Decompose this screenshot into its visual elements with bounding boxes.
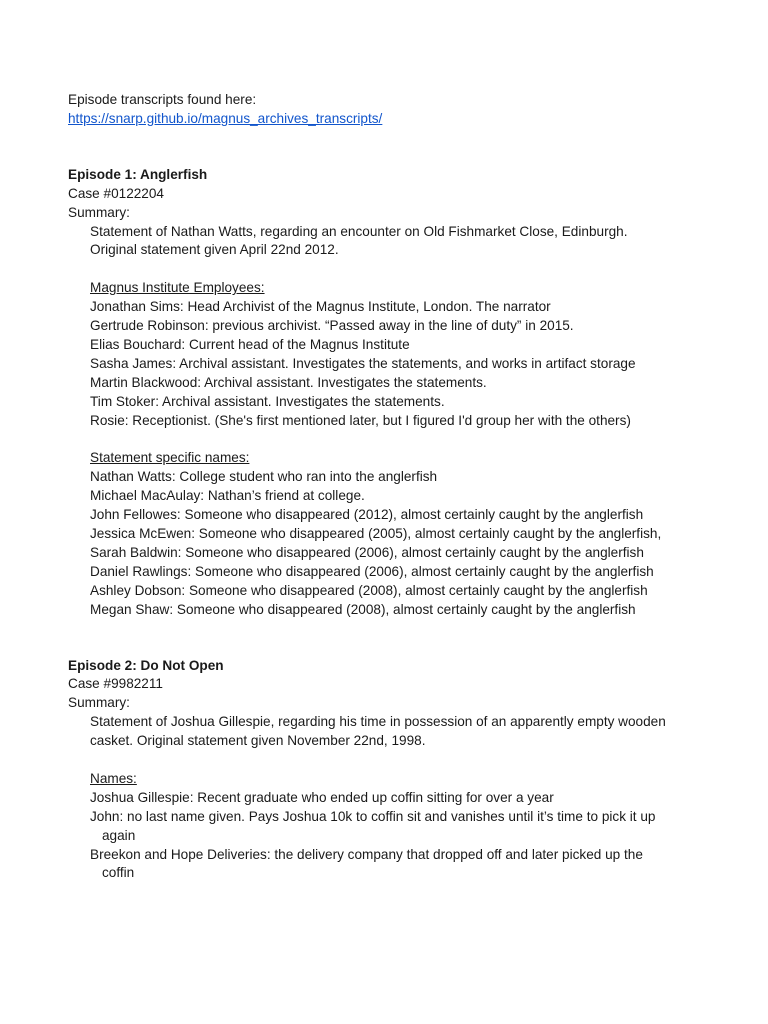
- employee-item: Gertrude Robinson: previous archivist. “Passed away in the line of duty” in 2015.: [90, 318, 574, 334]
- employee-item: Elias Bouchard: Current head of the Magnus Institute: [90, 336, 410, 352]
- name-item: Nathan Watts: College student who ran into the anglerfish: [90, 469, 438, 485]
- episode-2-section: [68, 657, 708, 884]
- name-item: Megan Shaw: Someone who disappeared (2008), almost certainly caught by the anglerfish: [90, 601, 636, 617]
- employee-item: Martin Blackwood: Archival assistant. Investigates the statements.: [90, 374, 487, 390]
- episode-1-title: Episode 1: Anglerfish: [68, 166, 208, 182]
- intro-label: Episode transcripts found here:: [68, 92, 257, 107]
- name-item: John: no last name given. Pays Joshua 10k to coffin sit and vanishes until it’s time to pick it up again: [90, 808, 656, 843]
- episode-2-summary-line: casket. Original statement given November 22nd, 1998.: [90, 733, 426, 749]
- episode-1-summary-line: Original statement given April 22nd 2012.: [90, 242, 339, 258]
- name-item: Jessica McEwen: Someone who disappeared (2005), almost certainly caught by the anglerfish,: [90, 526, 662, 541]
- episode-1-section: [68, 166, 708, 620]
- name-item: Michael MacAulay: Nathan’s friend at college.: [90, 488, 365, 504]
- transcripts-link[interactable]: https://snarp.github.io/magnus_archives_transcripts/: [68, 110, 383, 126]
- episode-1-summary-label: Summary:: [68, 204, 130, 220]
- episode-2-summary-line: Statement of Joshua Gillespie, regarding his time in possession of an apparently empty wooden: [90, 714, 666, 730]
- name-item: John Fellowes: Someone who disappeared (2012), almost certainly caught by the anglerfish: [90, 507, 644, 523]
- employee-item: Rosie: Receptionist. (She's first mentioned later, but I figured I'd group her with the others): [90, 412, 631, 428]
- name-item: Breekon and Hope Deliveries: the delivery company that dropped off and later picked up the coffin: [90, 846, 643, 881]
- name-item: Ashley Dobson: Someone who disappeared (2008), almost certainly caught by the anglerfish: [90, 582, 648, 598]
- episode-2-title: Episode 2: Do Not Open: [68, 657, 224, 673]
- employee-item: Tim Stoker: Archival assistant. Investigates the statements.: [90, 393, 445, 409]
- name-item: Daniel Rawlings: Someone who disappeared (2006), almost certainly caught by the anglerfish: [90, 563, 654, 579]
- episode-1-case: Case #0122204: [68, 185, 164, 201]
- episode-2-case: Case #9982211: [68, 676, 163, 692]
- name-item: Joshua Gillespie: Recent graduate who ended up coffin sitting for over a year: [90, 789, 554, 805]
- episode-2-names-heading: Names:: [90, 770, 137, 786]
- statement-names-heading: Statement specific names:: [90, 450, 250, 466]
- employee-item: Jonathan Sims: Head Archivist of the Magnus Institute, London. The narrator: [90, 299, 551, 315]
- employees-heading: Magnus Institute Employees:: [90, 280, 265, 296]
- name-item: Sarah Baldwin: Someone who disappeared (2006), almost certainly caught by the anglerfish: [90, 544, 644, 560]
- document-page: [68, 91, 708, 883]
- employee-item: Sasha James: Archival assistant. Investigates the statements, and works in artifact storage: [90, 355, 636, 371]
- episode-1-summary-line: Statement of Nathan Watts, regarding an encounter on Old Fishmarket Close, Edinburgh.: [90, 223, 628, 239]
- episode-2-summary-label: Summary:: [68, 695, 130, 711]
